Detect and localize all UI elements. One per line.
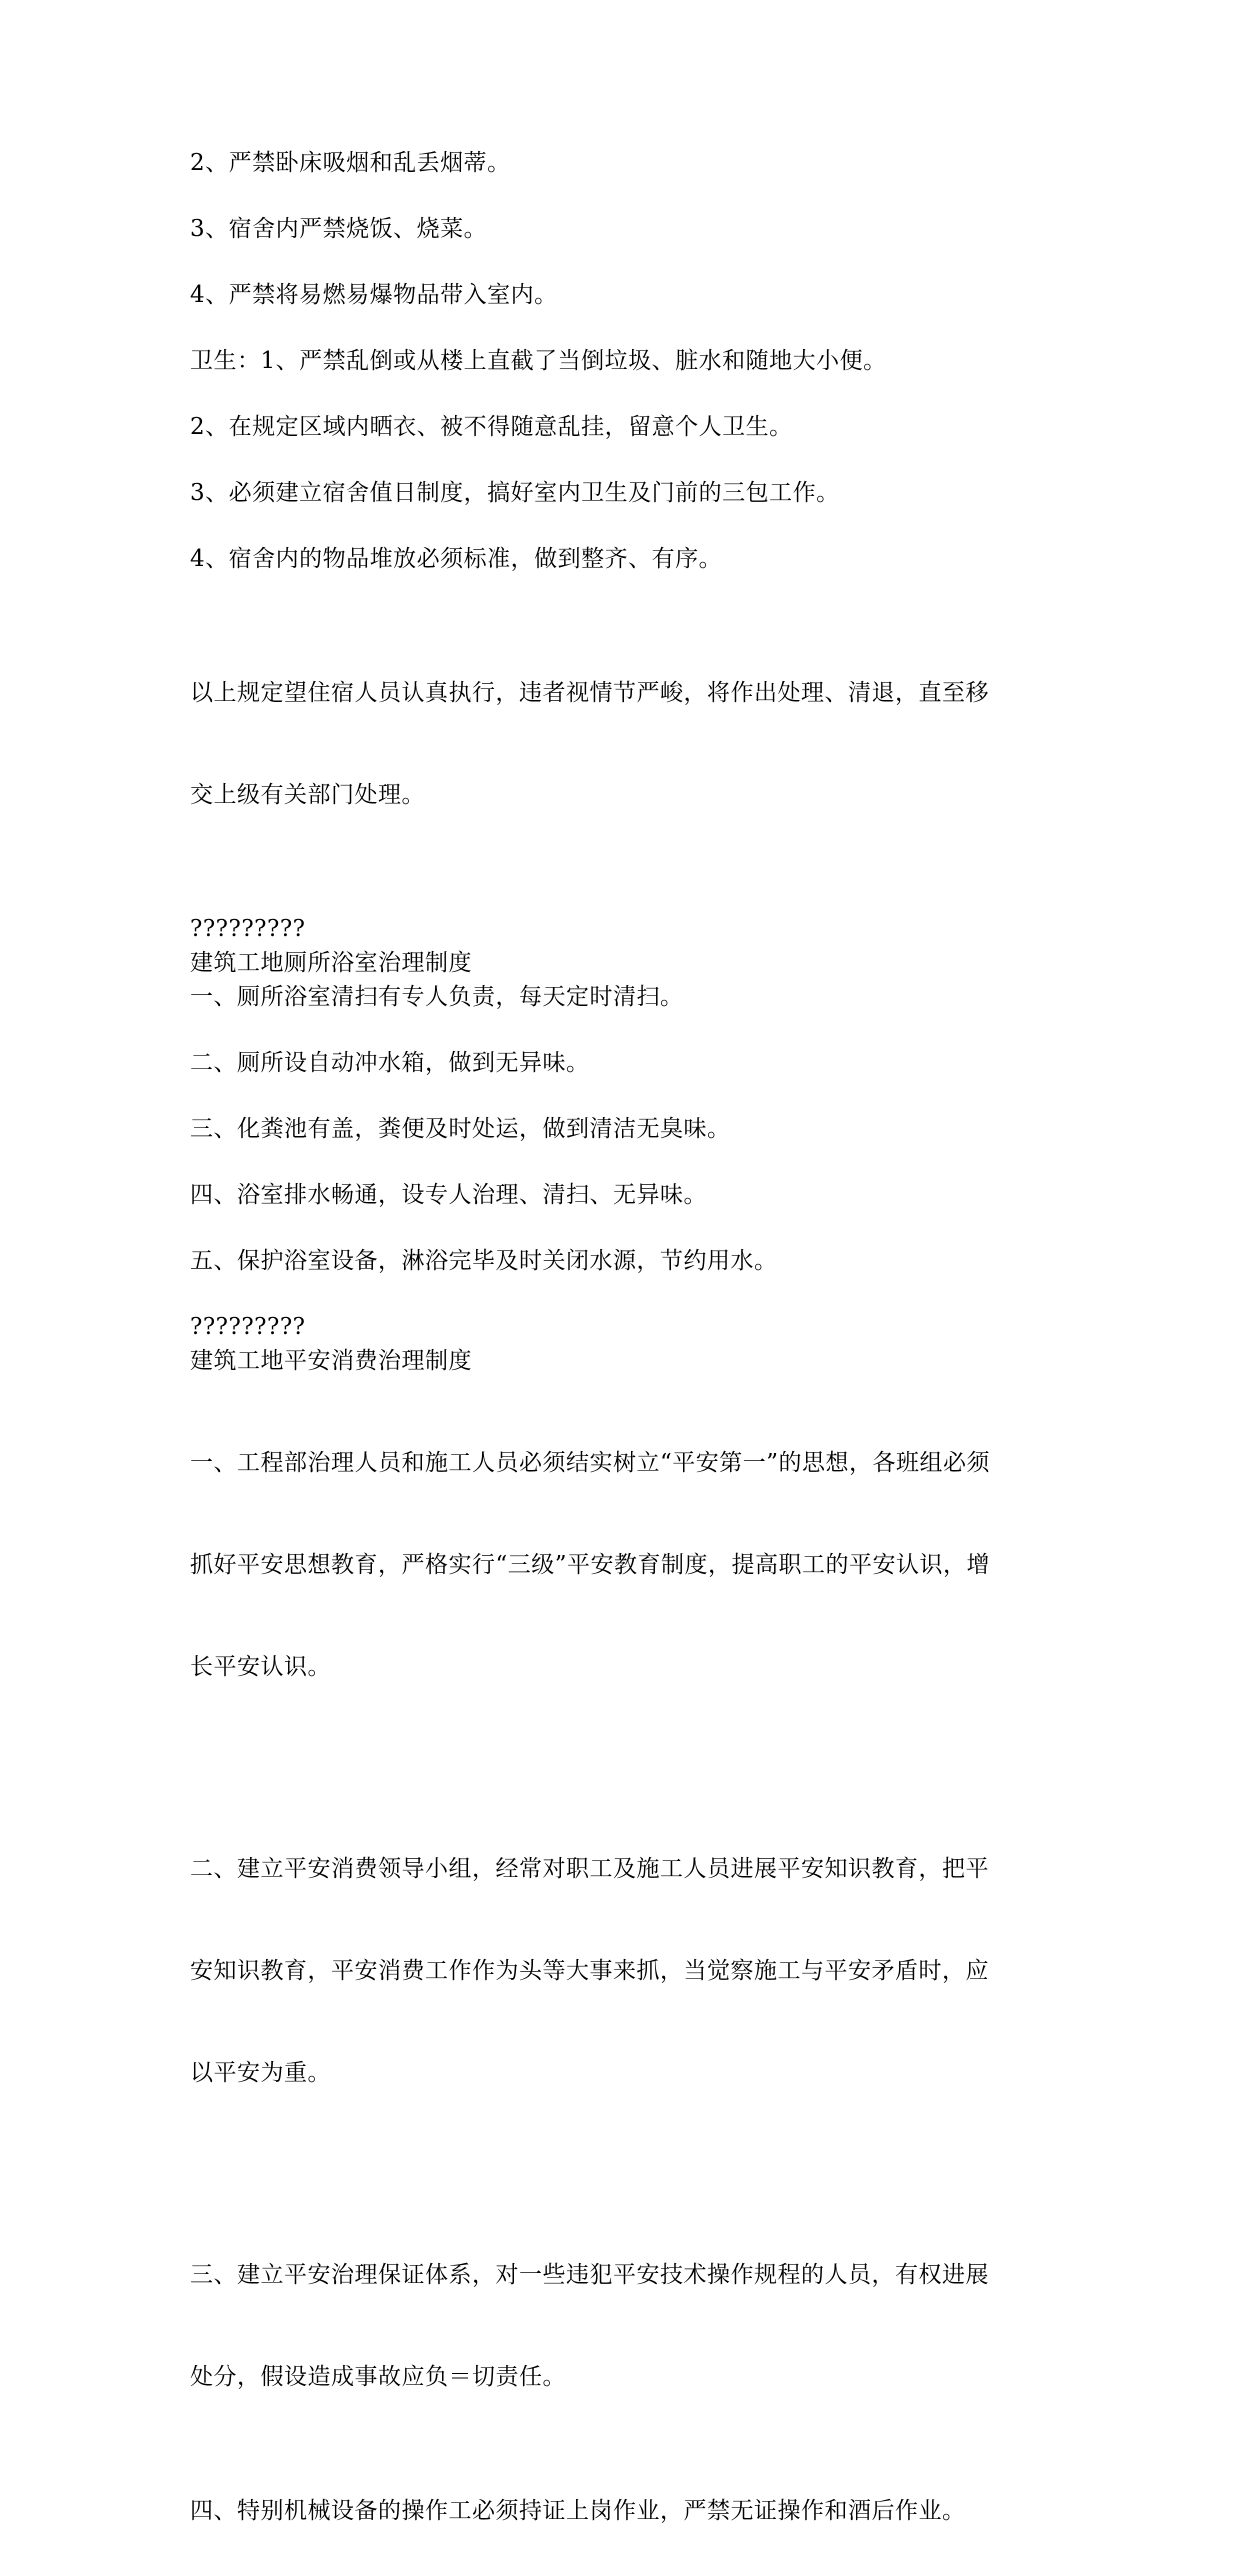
toilet-rule-5: 五、保护浴室设备，淋浴完毕及时关闭水源，节约用水。 xyxy=(190,1248,778,1274)
toilet-rule-4: 四、浴室排水畅通，设专人治理、清扫、无异味。 xyxy=(190,1182,707,1208)
dorm-hygiene-rule-3: 3、必须建立宿舍值日制度，搞好室内卫生及门前的三包工作。 xyxy=(190,480,840,506)
safety-rule-3 xyxy=(190,2190,1050,2462)
safety-rule-4: 四、特别机械设备的操作工必须持证上岗作业，严禁无证操作和酒后作业。 xyxy=(190,2498,966,2524)
safety-rule-1 xyxy=(190,1378,1050,1752)
safety-rule-2 xyxy=(190,1784,1050,2158)
toilet-section-marker: ????????? xyxy=(190,916,306,942)
closing-line-1: 以上规定望住宿人员认真执行，违者视情节严峻，将作出处理、清退，直至移 xyxy=(190,680,989,706)
dorm-hygiene-rule-4: 4、宿舍内的物品堆放必须标准，做到整齐、有序。 xyxy=(190,546,723,572)
dorm-fire-rule-2: 2、严禁卧床吸烟和乱丢烟蒂。 xyxy=(190,150,511,176)
dorm-closing-paragraph xyxy=(190,608,1050,880)
dorm-hygiene-rule-1: 卫生：1、严禁乱倒或从楼上直截了当倒垃圾、脏水和随地大小便。 xyxy=(190,348,887,374)
safety-rule-1-line-3: 长平安认识。 xyxy=(190,1654,331,1680)
toilet-rule-2: 二、厕所设自动冲水箱，做到无异味。 xyxy=(190,1050,590,1076)
safety-rule-2-line-3: 以平安为重。 xyxy=(190,2060,331,2086)
dorm-fire-rule-4: 4、严禁将易燃易爆物品带入室内。 xyxy=(190,282,558,308)
safety-rule-2-line-1: 二、建立平安消费领导小组，经常对职工及施工人员进展平安知识教育，把平 xyxy=(190,1856,989,1882)
safety-rule-1-line-1: 一、工程部治理人员和施工人员必须结实树立“平安第一”的思想，各班组必须 xyxy=(190,1450,991,1476)
toilet-section-title: 建筑工地厕所浴室治理制度 xyxy=(190,950,472,976)
toilet-rule-1: 一、厕所浴室清扫有专人负责，每天定时清扫。 xyxy=(190,984,684,1010)
safety-rule-2-line-2: 安知识教育，平安消费工作作为头等大事来抓，当觉察施工与平安矛盾时，应 xyxy=(190,1958,989,1984)
safety-rule-1-line-2: 抓好平安思想教育，严格实行“三级”平安教育制度，提高职工的平安认识，增 xyxy=(190,1552,991,1578)
safety-rule-3-line-2: 处分，假设造成事故应负＝切责任。 xyxy=(190,2364,566,2390)
dorm-fire-rule-3: 3、宿舍内严禁烧饭、烧菜。 xyxy=(190,216,488,242)
toilet-rule-3: 三、化粪池有盖，粪便及时处运，做到清洁无臭味。 xyxy=(190,1116,731,1142)
document-body xyxy=(190,146,1050,2560)
safety-section-title: 建筑工地平安消费治理制度 xyxy=(190,1348,472,1374)
safety-section-marker: ????????? xyxy=(190,1314,306,1340)
safety-rule-3-line-1: 三、建立平安治理保证体系，对一些违犯平安技术操作规程的人员，有权进展 xyxy=(190,2262,989,2288)
dorm-hygiene-rule-2: 2、在规定区域内晒衣、被不得随意乱挂，留意个人卫生。 xyxy=(190,414,793,440)
closing-line-2: 交上级有关部门处理。 xyxy=(190,782,425,808)
